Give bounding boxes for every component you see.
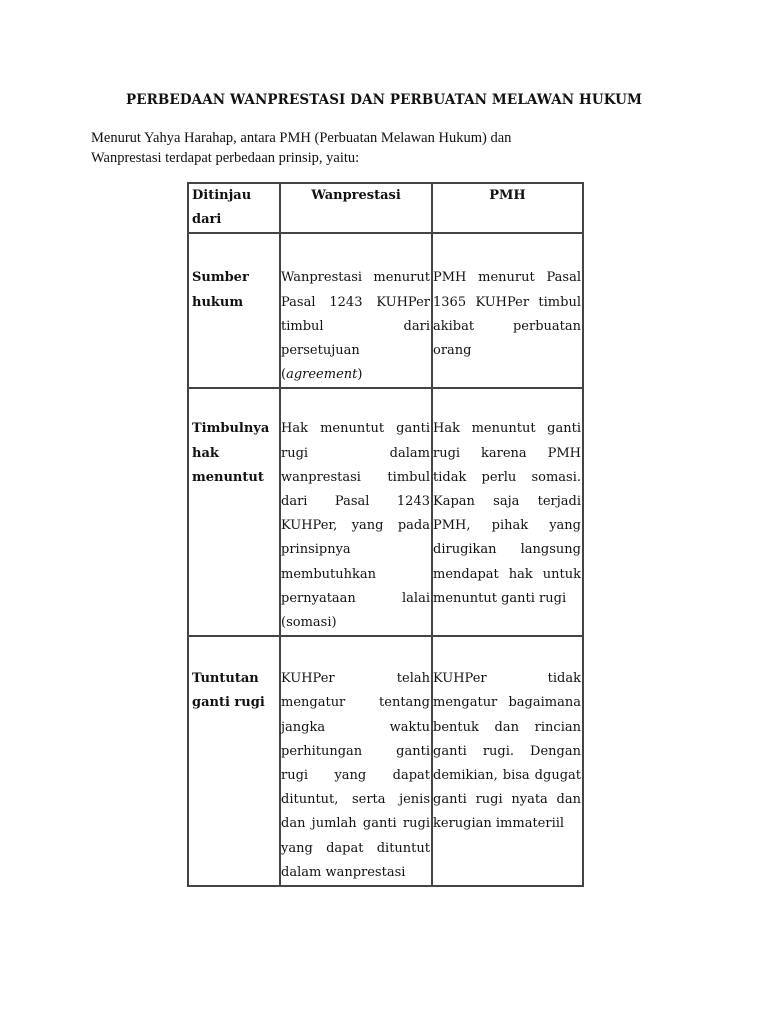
intro-line-2: Wanprestasi terdapat perbedaan prinsip, yaitu: — [91, 150, 360, 166]
header-pmh: PMH — [432, 183, 583, 233]
intro-line-1: Menurut Yahya Harahap, antara PMH (Perbuatan Melawan Hukum) dan — [91, 130, 512, 146]
cell-wanprestasi-sumber-hukum: Wanprestasi menurut Pasal 1243 KUHPer timbul dari persetujuan (agreement) — [280, 233, 432, 388]
cell-pmh-sumber-hukum: PMH menurut Pasal 1365 KUHPer timbul akibat perbuatan orang — [432, 233, 583, 388]
cell-wanprestasi-timbulnya-hak: Hak menuntut ganti rugi dalam wanprestasi timbul dari Pasal 1243 KUHPer, yang pada prinsipnya membutuhkan pernyataan lalai (somasi) — [280, 388, 432, 636]
agreement-italic-term: agreement — [286, 367, 358, 383]
cell-wanprestasi-tuntutan: KUHPer telah mengatur tentang jangka waktu perhitungan ganti rugi yang dapat dituntut, serta jenis dan jumlah ganti rugi yang dapat dituntut dalam wanprestasi — [280, 636, 432, 886]
table-header-row — [188, 183, 583, 233]
row-label-timbulnya-hak-menuntut: Timbulnya hak menuntut — [188, 388, 280, 636]
table-row — [188, 636, 583, 886]
document-title: PERBEDAAN WANPRESTASI DAN PERBUATAN MELAWAN HUKUM — [125, 92, 643, 108]
row-label-sumber-hukum: Sumber hukum — [188, 233, 280, 388]
header-wanprestasi: Wanprestasi — [280, 183, 432, 233]
table-row — [188, 388, 583, 636]
table-row — [188, 233, 583, 388]
cell-pmh-tuntutan: KUHPer tidak mengatur bagaimana bentuk dan rincian ganti rugi. Dengan demikian, bisa dgugat ganti rugi nyata dan kerugian immateriil — [432, 636, 583, 886]
intro-paragraph — [91, 128, 611, 168]
row-label-tuntutan-ganti-rugi: Tuntutan ganti rugi — [188, 636, 280, 886]
comparison-table — [187, 182, 584, 887]
cell-pmh-timbulnya-hak: Hak menuntut ganti rugi karena PMH tidak perlu somasi. Kapan saja terjadi PMH, pihak yang dirugikan langsung mendapat hak untuk menuntut ganti rugi — [432, 388, 583, 636]
header-ditinjau-dari: Ditinjau dari — [188, 183, 280, 233]
